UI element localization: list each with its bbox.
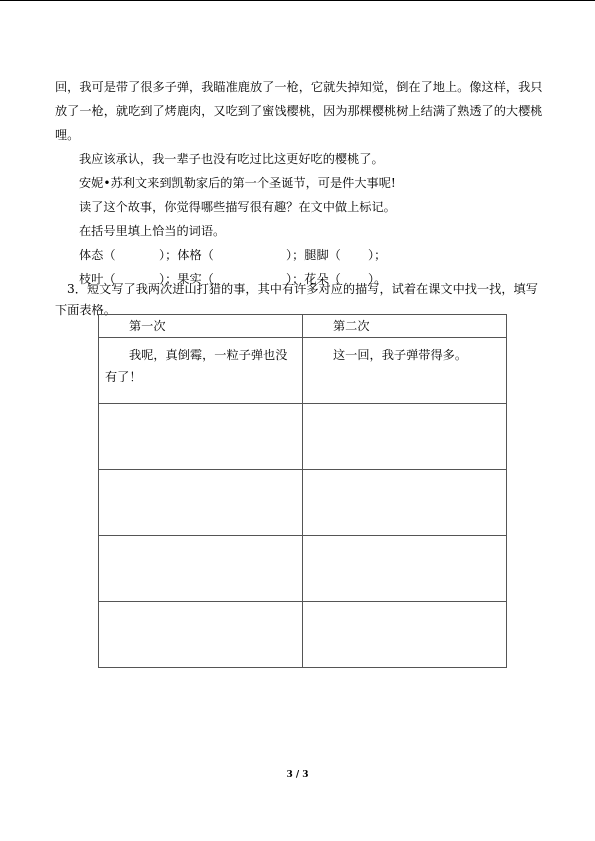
page-number: 3 / 3 bbox=[286, 770, 309, 780]
fill-label-tige: ）；体格（ bbox=[159, 248, 214, 262]
table-cell-example-first: 我呢，真倒霉，一粒子弹也没有了！ bbox=[99, 338, 303, 404]
passage-line-3: 哩。 bbox=[55, 128, 80, 142]
table-cell-blank[interactable] bbox=[99, 470, 303, 536]
table-cell-blank[interactable] bbox=[99, 602, 303, 668]
fill-label-end-1: ）； bbox=[368, 248, 387, 262]
table-cell-blank[interactable] bbox=[99, 404, 303, 470]
fill-label-tidai: 体态（ bbox=[79, 248, 116, 262]
passage-line-4: 我应该承认，我一辈子也没有吃过比这更好吃的樱桃了。 bbox=[79, 152, 384, 166]
table-cell-example-second: 这一回，我子弹带得多。 bbox=[303, 338, 507, 404]
passage-line-1: 回，我可是带了很多子弹，我瞄准鹿放了一枪，它就失掉知觉，倒在了地上。像这样，我只 bbox=[55, 80, 543, 94]
header-rule bbox=[0, 0, 595, 1]
question-2: 在括号里填上恰当的词语。 bbox=[79, 224, 226, 238]
passage-line-2: 放了一枪，就吃到了烤鹿肉，又吃到了蜜饯樱桃，因为那棵樱桃树上结满了熟透了的大樱桃 bbox=[55, 104, 543, 118]
fill-label-end-2: ）。 bbox=[368, 272, 387, 286]
table-cell-blank[interactable] bbox=[303, 602, 507, 668]
question-3-line-2: 下面表格。 bbox=[55, 303, 116, 317]
table-cell-blank[interactable] bbox=[303, 536, 507, 602]
comparison-table bbox=[98, 314, 507, 668]
table-header-first: 第一次 bbox=[99, 315, 303, 338]
question-3-line-1: 3．短文写了我两次进山打猎的事，其中有许多对应的描写，试着在课文中找一找，填写 bbox=[67, 282, 538, 296]
question-1-intro: 安妮•苏利文来到凯勒家后的第一个圣诞节，可是件大事呢! bbox=[79, 176, 396, 190]
table-cell-blank[interactable] bbox=[99, 536, 303, 602]
fill-label-guoshi: ）；果实（ bbox=[159, 272, 214, 286]
table-header-second: 第二次 bbox=[303, 315, 507, 338]
table-cell-blank[interactable] bbox=[303, 404, 507, 470]
fill-label-tuijiao: ）；腿脚（ bbox=[286, 248, 341, 262]
fill-label-zhiye: 枝叶（ bbox=[79, 272, 116, 286]
fill-label-huaduo: ）；花朵（ bbox=[286, 272, 341, 286]
question-1: 读了这个故事，你觉得哪些描写很有趣？在文中做上标记。 bbox=[79, 200, 396, 214]
table-cell-blank[interactable] bbox=[303, 470, 507, 536]
